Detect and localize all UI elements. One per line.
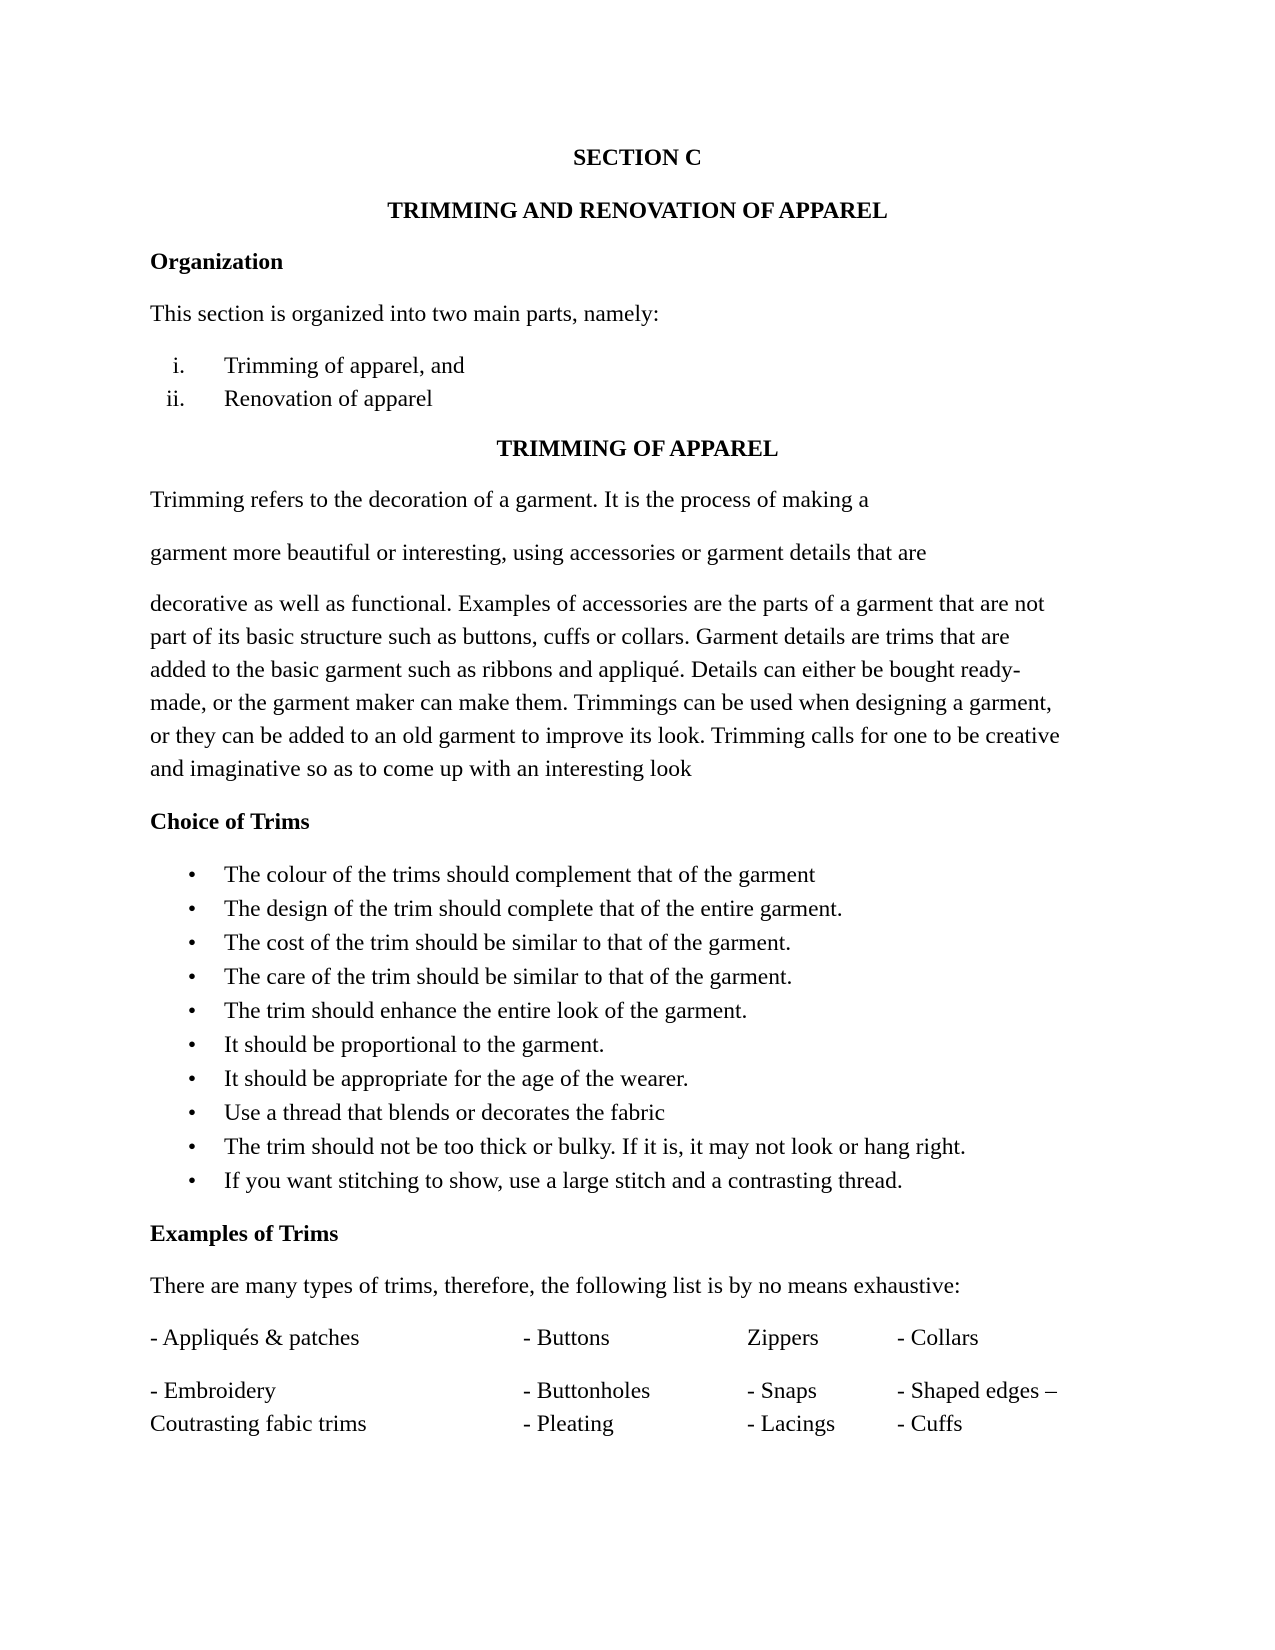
paragraph-line: Trimming refers to the decoration of a garment. It is the process of making a (150, 487, 869, 513)
example-item: - Lacings (747, 1411, 836, 1437)
example-item: - Embroidery (150, 1378, 276, 1404)
list-item-text: The trim should not be too thick or bulky. If it is, it may not look or hang right. (224, 1134, 966, 1160)
list-item-text: If you want stitching to show, use a large stitch and a contrasting thread. (224, 1168, 903, 1194)
document-title: TRIMMING AND RENOVATION OF APPAREL (387, 198, 888, 224)
list-item-text: The colour of the trims should complement that of the garment (224, 862, 816, 888)
paragraph-line: and imaginative so as to come up with an interesting look (150, 756, 692, 782)
list-item-text: The cost of the trim should be similar to that of the garment. (224, 930, 792, 956)
bullet-icon: • (187, 964, 197, 990)
list-item-text: Trimming of apparel, and (224, 353, 465, 379)
paragraph-line: part of its basic structure such as buttons, cuffs or collars. Garment details are trims that are (150, 624, 1010, 650)
bullet-icon: • (187, 998, 197, 1024)
paragraph-line: made, or the garment maker can make them. Trimmings can be used when designing a garment, (150, 690, 1052, 716)
bullet-icon: • (187, 862, 197, 888)
paragraph-line: decorative as well as functional. Examples of accessories are the parts of a garment that are not (150, 591, 1045, 617)
example-item: Zippers (747, 1325, 819, 1351)
bullet-icon: • (187, 1100, 197, 1126)
example-item: - Snaps (747, 1378, 817, 1404)
examples-of-trims-heading: Examples of Trims (150, 1221, 339, 1247)
example-item: - Cuffs (897, 1411, 963, 1437)
list-item-text: Use a thread that blends or decorates the fabric (224, 1100, 666, 1126)
organization-heading: Organization (150, 249, 284, 275)
bullet-icon: • (187, 896, 197, 922)
bullet-icon: • (187, 1032, 197, 1058)
example-item: - Appliqués & patches (150, 1325, 360, 1351)
bullet-icon: • (187, 930, 197, 956)
list-item-text: It should be appropriate for the age of the wearer. (224, 1066, 689, 1092)
example-item: - Pleating (523, 1411, 614, 1437)
bullet-icon: • (187, 1134, 197, 1160)
bullet-icon: • (187, 1066, 197, 1092)
organization-intro: This section is organized into two main parts, namely: (150, 301, 660, 327)
list-item-text: The design of the trim should complete that of the entire garment. (224, 896, 843, 922)
list-marker: i. (172, 353, 185, 379)
section-label: SECTION C (573, 145, 702, 171)
paragraph-line: garment more beautiful or interesting, using accessories or garment details that are (150, 540, 927, 566)
list-item-text: The care of the trim should be similar to that of the garment. (224, 964, 793, 990)
list-item-text: Renovation of apparel (224, 386, 433, 412)
example-item: - Buttonholes (523, 1378, 651, 1404)
trimming-title: TRIMMING OF APPAREL (496, 436, 779, 462)
list-item-text: The trim should enhance the entire look of the garment. (224, 998, 748, 1024)
example-item: - Collars (897, 1325, 979, 1351)
paragraph-line: added to the basic garment such as ribbons and appliqué. Details can either be bought ready- (150, 657, 1021, 683)
example-item: - Shaped edges – (897, 1378, 1057, 1404)
paragraph-line: or they can be added to an old garment to improve its look. Trimming calls for one to be creative (150, 723, 1060, 749)
list-item-text: It should be proportional to the garment. (224, 1032, 605, 1058)
bullet-icon: • (187, 1168, 197, 1194)
example-item: Coutrasting fabic trims (150, 1411, 367, 1437)
list-marker: ii. (166, 386, 185, 412)
example-item: - Buttons (523, 1325, 610, 1351)
choice-of-trims-heading: Choice of Trims (150, 809, 310, 835)
examples-intro: There are many types of trims, therefore, the following list is by no means exhaustive: (150, 1273, 961, 1299)
